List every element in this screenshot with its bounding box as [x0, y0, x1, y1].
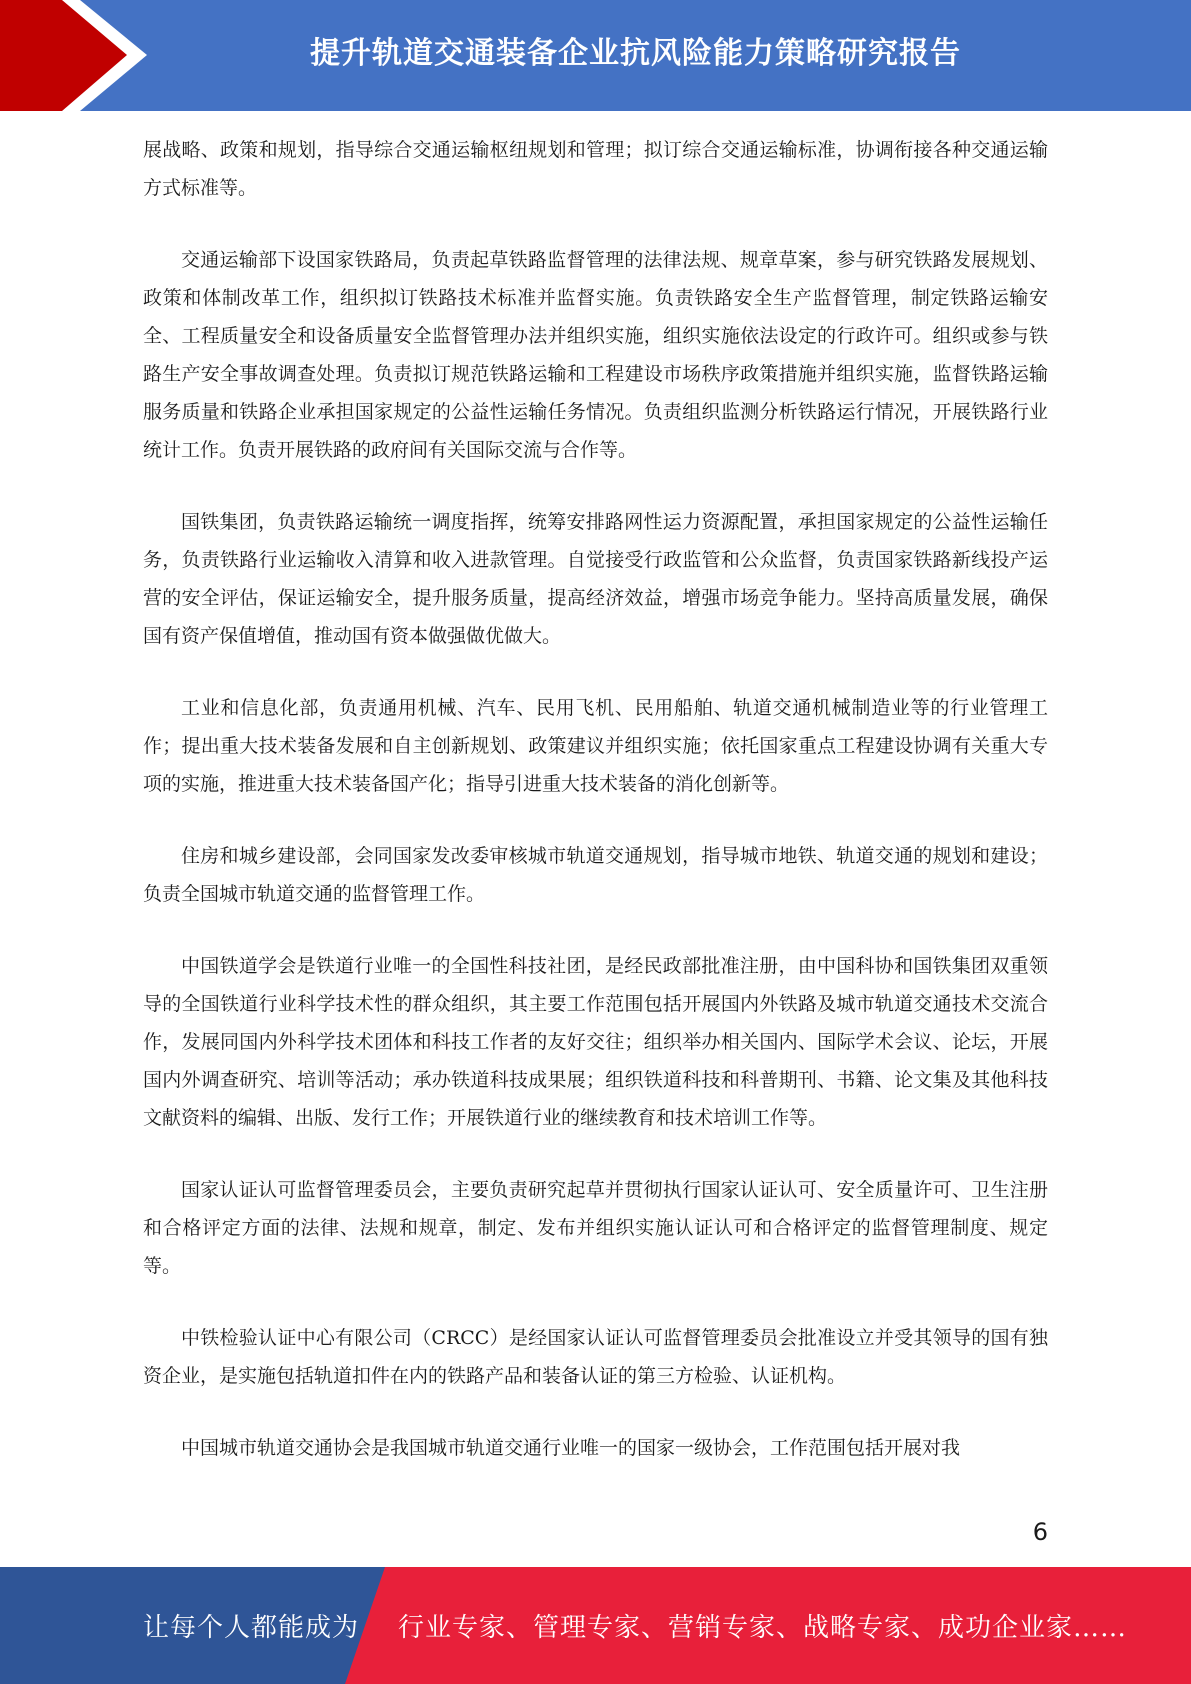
page-header — [0, 0, 1191, 111]
header-arrow-decoration — [0, 0, 200, 111]
paragraph-china-railway-society: 中国铁道学会是铁道行业唯一的全国性科技社团，是经民政部批准注册，由中国科协和国铁集团双重领导的全国铁道行业科学技术性的群众组织，其主要工作范围包括开展国内外铁路及城市轨道交通技术交流合作，发展同国内外科学技术团体和科技工作者的友好交往；组织举办相关国内、国际学术会议、论坛，开展国内外调查研究、培训等活动；承办铁道科技成果展；组织铁道科技和科普期刊、书籍、论文集及其他科技文献资料的编辑、出版、发行工作；开展铁道行业的继续教育和技术培训工作等。 — [143, 955, 1048, 1129]
paragraph-miit: 工业和信息化部，负责通用机械、汽车、民用飞机、民用船舶、轨道交通机械制造业等的行业管理工作；提出重大技术装备发展和自主创新规划、政策建议并组织实施；依托国家重点工程建设协调有关重大专项的实施，推进重大技术装备国产化；指导引进重大技术装备的消化创新等。 — [143, 697, 1048, 795]
paragraph-continued: 展战略、政策和规划，指导综合交通运输枢纽规划和管理；拟订综合交通运输标准，协调衔接各种交通运输方式标准等。 — [143, 139, 1048, 199]
paragraph-national-railway-administration: 交通运输部下设国家铁路局，负责起草铁路监督管理的法律法规、规章草案，参与研究铁路发展规划、政策和体制改革工作，组织拟订铁路技术标准并监督实施。负责铁路安全生产监督管理，制定铁路运输安全、工程质量安全和设备质量安全监督管理办法并组织实施，组织实施依法设定的行政许可。组织或参与铁路生产安全事故调查处理。负责拟订规范铁路运输和工程建设市场秩序政策措施并组织实施，监督铁路运输服务质量和铁路企业承担国家规定的公益性运输任务情况。负责组织监测分析铁路运行情况，开展铁路行业统计工作。负责开展铁路的政府间有关国际交流与合作等。 — [143, 249, 1048, 461]
report-title: 提升轨道交通装备企业抗风险能力策略研究报告 — [310, 36, 961, 71]
footer-slogan-left: 让每个人都能成为 — [143, 1613, 360, 1643]
paragraph-mohurd: 住房和城乡建设部，会同国家发改委审核城市轨道交通规划，指导城市地铁、轨道交通的规划和建设；负责全国城市轨道交通的监督管理工作。 — [143, 845, 1048, 905]
paragraph-camet: 中国城市轨道交通协会是我国城市轨道交通行业唯一的国家一级协会，工作范围包括开展对我 — [181, 1437, 961, 1459]
document-body — [143, 131, 1048, 1501]
page-footer — [0, 1567, 1191, 1684]
page-number: 6 — [1032, 1518, 1048, 1546]
paragraph-cnca: 国家认证认可监督管理委员会，主要负责研究起草并贯彻执行国家认证认可、安全质量许可、卫生注册和合格评定方面的法律、法规和规章，制定、发布并组织实施认证认可和合格评定的监督管理制度、规定等。 — [143, 1179, 1048, 1277]
paragraph-china-railway-group: 国铁集团，负责铁路运输统一调度指挥，统筹安排路网性运力资源配置，承担国家规定的公益性运输任务，负责铁路行业运输收入清算和收入进款管理。自觉接受行政监管和公众监督，负责国家铁路新线投产运营的安全评估，保证运输安全，提升服务质量，提高经济效益，增强市场竞争能力。坚持高质量发展，确保国有资产保值增值，推动国有资本做强做优做大。 — [143, 511, 1048, 647]
footer-slogan-right: 行业专家、管理专家、营销专家、战略专家、成功企业家…… — [398, 1613, 1128, 1643]
paragraph-crcc: 中铁检验认证中心有限公司（CRCC）是经国家认证认可监督管理委员会批准设立并受其领导的国有独资企业，是实施包括轨道扣件在内的铁路产品和装备认证的第三方检验、认证机构。 — [143, 1327, 1048, 1387]
